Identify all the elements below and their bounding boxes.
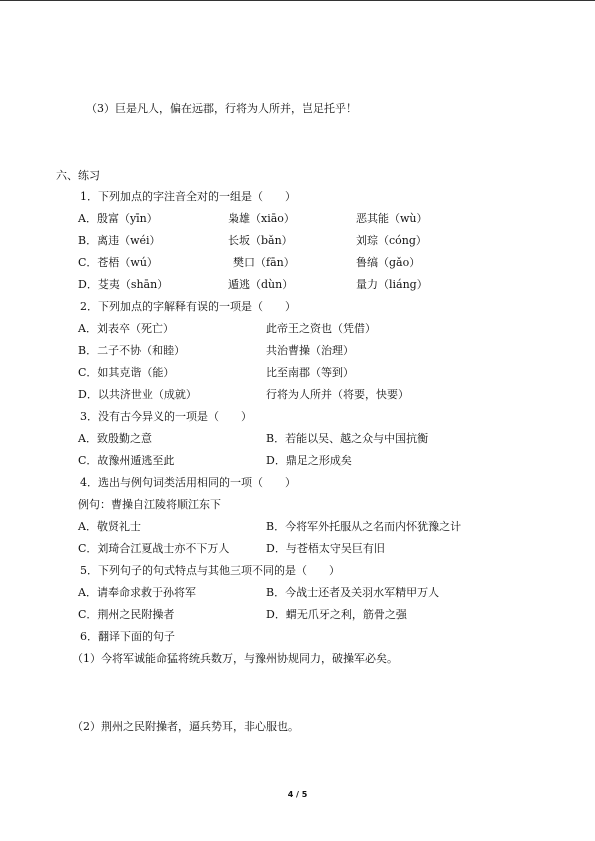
- q3-option-b: B．若能以吴、越之众与中国抗衡: [266, 432, 429, 445]
- q1-option-a: A．殷富（yīn）: [78, 212, 158, 225]
- q6-stem: 6．翻译下面的句子: [80, 630, 175, 643]
- q1-option-c: C．苍梧（wú）: [78, 256, 158, 269]
- q4-option-b: B．今将军外托服从之名而内怀犹豫之计: [266, 520, 462, 533]
- q2-stem: 2．下列加点的字解释有误的一项是（ ）: [80, 300, 296, 313]
- q4-example: 例句：曹操自江陵将顺江东下: [78, 498, 221, 511]
- q1-stem: 1．下列加点的字注音全对的一组是（ ）: [80, 190, 296, 203]
- q3-option-a: A．致殷勤之意: [78, 432, 152, 445]
- q1-option-a-2: 枭雄（xiāo）: [228, 212, 295, 225]
- q2-option-d-2: 行将为人所并（将要，快要）: [266, 388, 409, 401]
- q5-option-a: A．请奉命求救于孙将军: [78, 586, 196, 599]
- q2-option-a: A．刘表卒（死亡）: [78, 322, 174, 335]
- q2-option-a-2: 此帝王之资也（凭借）: [266, 322, 376, 335]
- q2-option-d: D．以共济世业（成就）: [78, 388, 197, 401]
- q5-option-d: D．蝟无爪牙之利，筋骨之强: [266, 608, 407, 621]
- q6-sentence-1: （1）今将军诚能命猛将统兵数万，与豫州协规同力，破操军必矣。: [72, 652, 398, 665]
- q4-stem: 4．选出与例句词类活用相同的一项（ ）: [80, 476, 296, 489]
- q5-option-c: C．荆州之民附操者: [78, 608, 175, 621]
- q1-option-d: D．芟夷（shān）: [78, 278, 169, 291]
- q1-option-a-3: 恶其能（wù）: [356, 212, 428, 225]
- q3-option-c: C．故豫州遁逃至此: [78, 454, 175, 467]
- prior-sentence-3: （3）巨是凡人，偏在远郡，行将为人所并，岂足托乎！: [86, 102, 357, 115]
- q4-option-c: C．刘琦合江夏战士亦不下万人: [78, 542, 230, 555]
- q1-option-d-3: 量力（liáng）: [356, 278, 428, 291]
- q1-option-c-3: 鲁缟（gǎo）: [356, 256, 421, 269]
- q2-option-b-2: 共治曹操（治理）: [266, 344, 354, 357]
- q5-option-b: B．今战士还者及关羽水军精甲万人: [266, 586, 440, 599]
- q1-option-d-2: 遁逃（dùn）: [228, 278, 294, 291]
- q4-option-d: D．与苍梧太守吴巨有旧: [266, 542, 385, 555]
- top-rule: [0, 0, 595, 1]
- q2-option-c-2: 比至南郡（等到）: [266, 366, 354, 379]
- q4-option-a: A．敬贤礼士: [78, 520, 141, 533]
- q6-sentence-2: （2）荆州之民附操者，逼兵势耳，非心服也。: [72, 720, 299, 733]
- q1-option-b: B．离违（wéi）: [78, 234, 161, 247]
- q2-option-c: C．如其克谐（能）: [78, 366, 175, 379]
- q3-option-d: D．鼎足之形成矣: [266, 454, 352, 467]
- q3-stem: 3．没有古今异义的一项是（ ）: [80, 410, 252, 423]
- section-title: 六、练习: [56, 169, 100, 182]
- page-number: 4 / 5: [287, 790, 308, 799]
- q1-option-b-2: 长坂（bǎn）: [228, 234, 293, 247]
- q2-option-b: B．二子不协（和睦）: [78, 344, 186, 357]
- q1-option-c-2: 樊口（fān）: [233, 256, 295, 269]
- q5-stem: 5．下列句子的句式特点与其他三项不同的是（ ）: [80, 564, 340, 577]
- q1-option-b-3: 刘琮（cóng）: [356, 234, 427, 247]
